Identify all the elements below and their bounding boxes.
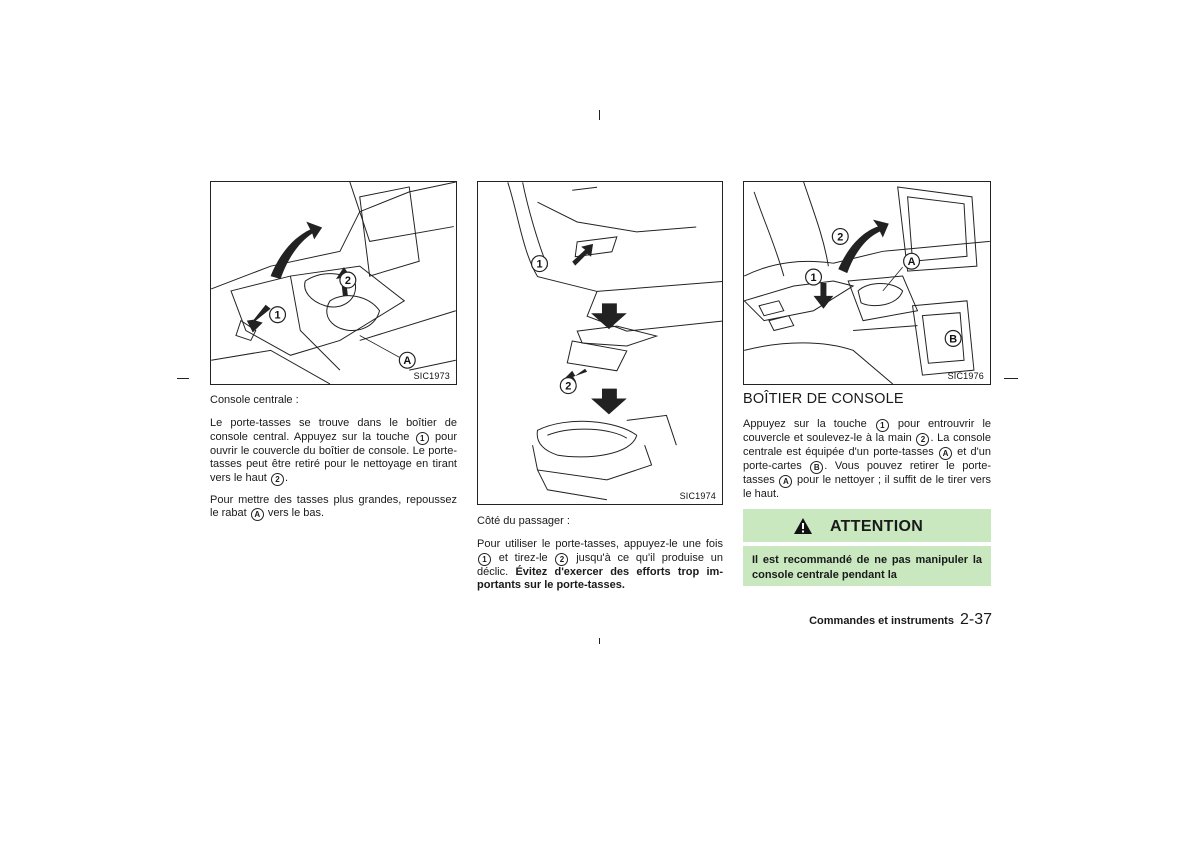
text: et tirez-le xyxy=(498,551,548,564)
ref-a: A xyxy=(939,447,952,460)
paragraph xyxy=(210,417,457,485)
text: pour ouvrir le couvercle du boîtier de console. Le porte-tasses peut être retiré pour le nettoyage en tirant vers le haut xyxy=(210,430,458,484)
right-side-mark xyxy=(1004,378,1018,379)
text: vers le bas. xyxy=(267,507,325,520)
label-2: 2 xyxy=(565,380,572,393)
ref-2: 2 xyxy=(555,553,568,566)
paragraph xyxy=(210,494,457,521)
label-1: 1 xyxy=(810,272,817,285)
page-footer xyxy=(760,611,992,629)
text: . La console centrale est équipée d'un porte-tasses xyxy=(743,432,991,458)
figure-cote-passager xyxy=(477,181,723,505)
label-1: 1 xyxy=(536,258,543,271)
label-a: A xyxy=(403,355,412,368)
section-heading: BOÎTIER DE CONSOLE xyxy=(743,391,904,407)
top-center-mark xyxy=(599,110,600,120)
caption-console-centrale: Console centrale : xyxy=(210,394,299,406)
ref-2: 2 xyxy=(271,473,284,486)
ref-2: 2 xyxy=(916,433,929,446)
label-2: 2 xyxy=(344,274,351,287)
passenger-cupholder-illustration xyxy=(478,182,722,504)
paragraph xyxy=(477,538,723,592)
text: et d'un porte-cartes xyxy=(743,446,991,472)
text: jusqu'à ce qu'il produise un déclic. xyxy=(477,551,723,578)
ref-a: A xyxy=(779,475,792,488)
warning-text: Évitez d'exercer des efforts trop im-portants sur le porte-tasses. xyxy=(477,565,723,592)
figure-code: SIC1974 xyxy=(679,491,716,501)
text: Le porte-tasses se trouve dans le boîtier de console central. Appuyez sur la touche xyxy=(210,417,457,443)
text: Pour utiliser le porte-tasses, appuyez-le une fois xyxy=(477,538,723,551)
text: . xyxy=(284,471,288,484)
ref-a: A xyxy=(251,508,264,521)
figure-code: SIC1976 xyxy=(947,371,984,381)
text: Pour mettre des tasses plus grandes, repoussez le rabat xyxy=(210,493,457,520)
ref-b: B xyxy=(810,461,823,474)
section-name: Commandes et instruments xyxy=(809,615,954,627)
attention-text: Il est recommandé de ne pas manipuler la console centrale pendant la xyxy=(752,554,982,581)
text: pour le nettoyer ; il suffit de le tirer vers le haut. xyxy=(743,474,992,500)
page-number: 2-37 xyxy=(959,611,992,628)
figure-code: SIC1973 xyxy=(413,371,450,381)
label-1: 1 xyxy=(274,309,281,322)
attention-title: ATTENTION xyxy=(830,518,924,535)
ref-1: 1 xyxy=(478,553,491,566)
column-1-text xyxy=(210,394,457,529)
label-a: A xyxy=(907,256,916,269)
text: Appuyez sur la touche xyxy=(743,418,867,430)
figure-boitier-console xyxy=(743,181,991,385)
column-3-text xyxy=(743,418,991,509)
ref-1: 1 xyxy=(416,432,429,445)
console-illustration xyxy=(211,182,456,384)
text: . Vous pouvez retirer le porte-tasses xyxy=(743,460,991,486)
label-2: 2 xyxy=(837,231,844,244)
caption-cote-passager: Côté du passager : xyxy=(477,515,570,527)
ref-1: 1 xyxy=(876,419,889,432)
console-box-illustration xyxy=(744,182,990,384)
bottom-center-mark xyxy=(599,638,600,644)
left-side-mark xyxy=(177,378,189,379)
paragraph xyxy=(743,418,991,501)
column-2-text xyxy=(477,515,723,601)
text: pour entrouvrir le couvercle et soulevez-le à la main xyxy=(743,418,992,444)
warning-triangle-icon xyxy=(793,517,813,535)
figure-console-centrale xyxy=(210,181,457,385)
label-b: B xyxy=(949,333,958,346)
